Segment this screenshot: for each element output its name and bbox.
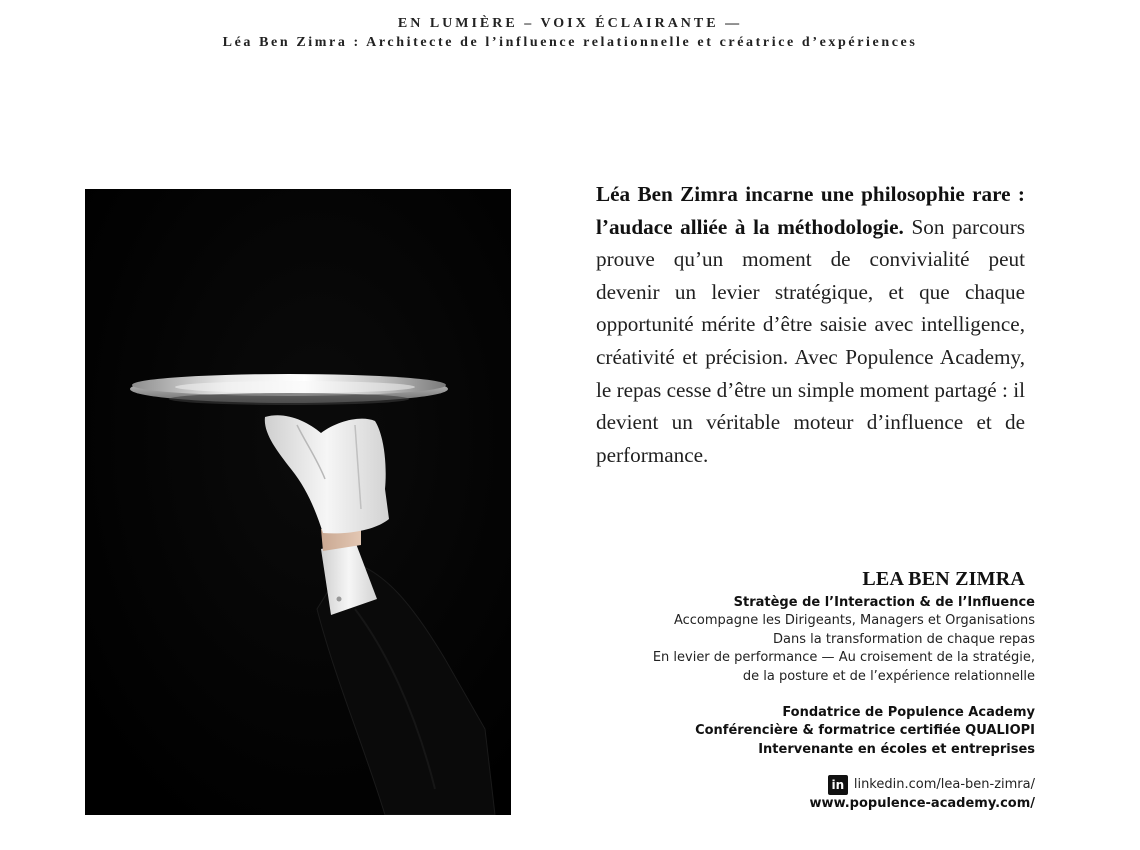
author-role: Intervenante en écoles et entreprises bbox=[758, 741, 1035, 757]
quote-body: Son parcours prouve qu’un moment de convivialité peut devenir un levier stratégique, et que chaque opportunité mérite d’être saisie avec intelligence, créativité et précision. Avec Populence Academy, le repas cesse d’être un simple moment partagé : il devient un véritable moteur d’influence et de performance. bbox=[596, 214, 1026, 467]
quote-block bbox=[596, 178, 1025, 471]
author-name: LEA BEN ZIMRA bbox=[862, 568, 1025, 590]
website-link[interactable]: www.populence-academy.com/ bbox=[809, 796, 1035, 812]
author-desc-line: Dans la transformation de chaque repas bbox=[773, 631, 1035, 647]
tray-illustration bbox=[85, 189, 511, 815]
author-role: Fondatrice de Populence Academy bbox=[782, 705, 1035, 721]
quote-lead: Léa Ben Zimra incarne une philosophie rare : l’audace alliée à la méthodologie. bbox=[596, 182, 1025, 239]
author-desc-line: de la posture et de l’expérience relationnelle bbox=[742, 668, 1035, 684]
author-title: Stratège de l’Interaction & de l’Influence bbox=[733, 595, 1035, 610]
signature-block bbox=[653, 567, 1035, 814]
linkedin-link[interactable]: linkedin.com/lea-ben-zimra/ bbox=[853, 777, 1035, 793]
author-desc-line: Accompagne les Dirigeants, Managers et Organisations bbox=[673, 613, 1035, 629]
portrait-photo bbox=[85, 189, 511, 815]
page-header bbox=[0, 14, 1140, 52]
header-subtitle: Léa Ben Zimra : Architecte de l’influence relationnelle et créatrice d’expériences bbox=[222, 35, 918, 50]
author-desc-line: En levier de performance — Au croisement de la stratégie, bbox=[652, 650, 1035, 666]
author-role: Conférencière & formatrice certifiée QUALIOPI bbox=[695, 723, 1035, 739]
linkedin-row bbox=[653, 775, 1035, 795]
linkedin-icon: in bbox=[828, 775, 848, 795]
header-kicker: EN LUMIÈRE – VOIX ÉCLAIRANTE — bbox=[397, 16, 743, 31]
